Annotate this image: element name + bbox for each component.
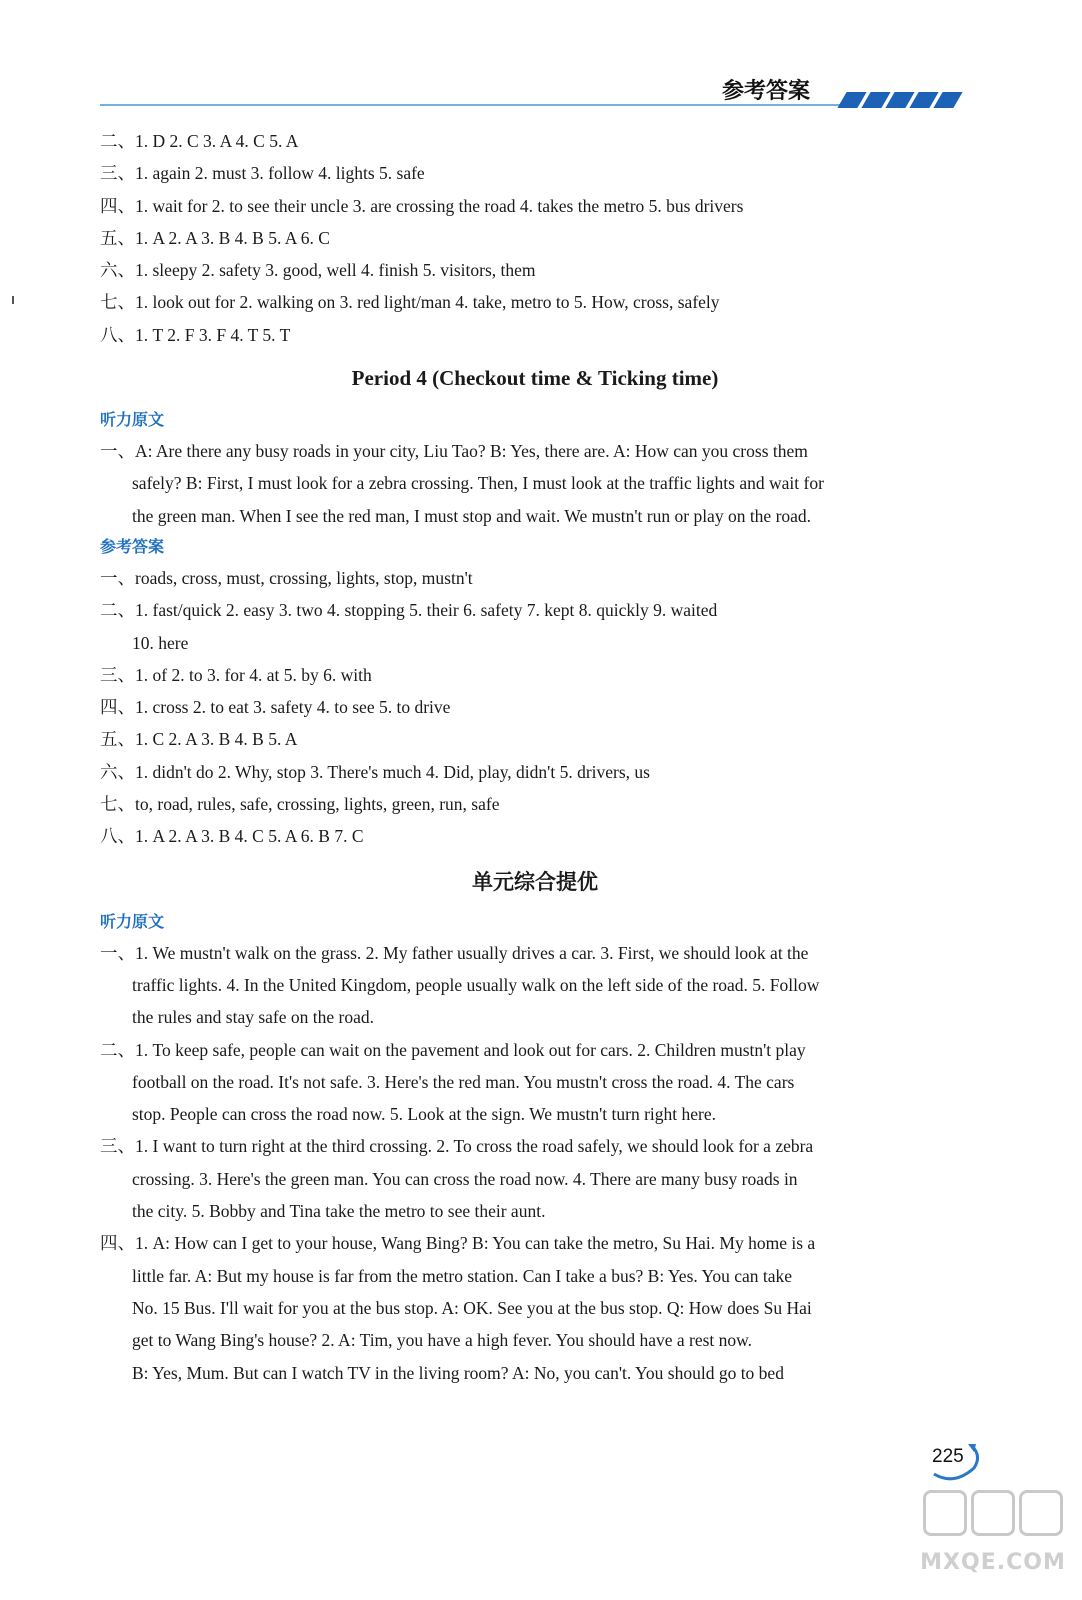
- unit-review-listening-text: [100, 937, 970, 1389]
- text-line: the rules and stay safe on the road.: [132, 1007, 375, 1028]
- period4-listening-text: [100, 435, 970, 532]
- text-line: 六、1. sleepy 2. safety 3. good, well 4. finish 5. visitors, them: [100, 260, 536, 281]
- header-decoration: [842, 92, 972, 112]
- header-rule: [100, 104, 840, 106]
- text-line: No. 15 Bus. I'll wait for you at the bus stop. A: OK. See you at the bus stop. Q: How does Su Hai: [132, 1297, 812, 1318]
- text-line: 四、1. cross 2. to eat 3. safety 4. to see 5. to drive: [100, 697, 451, 718]
- text-line: 八、1. T 2. F 3. F 4. T 5. T: [100, 324, 291, 345]
- text-line: 一、A: Are there any busy roads in your city, Liu Tao? B: Yes, there are. A: How can you cross them: [100, 441, 808, 462]
- page-number-text: 225: [932, 1446, 964, 1467]
- unit-review-title: 单元综合提优: [472, 869, 598, 894]
- text-line: traffic lights. 4. In the United Kingdom, people usually walk on the left side of the road. 5. Follow: [132, 974, 820, 995]
- text-line: 四、1. wait for 2. to see their uncle 3. are crossing the road 4. takes the metro 5. bus drivers: [100, 195, 744, 216]
- text-line: 10. here: [132, 632, 189, 653]
- page-number: [928, 1440, 980, 1480]
- text-line: 三、1. again 2. must 3. follow 4. lights 5. safe: [100, 163, 425, 184]
- text-line: 四、1. A: How can I get to your house, Wang Bing? B: You can take the metro, Su Hai. My home is a: [100, 1233, 816, 1254]
- period4-listening-heading: 听力原文: [100, 410, 165, 430]
- text-line: the city. 5. Bobby and Tina take the metro to see their aunt.: [132, 1201, 546, 1222]
- text-line: get to Wang Bing's house? 2. A: Tim, you have a high fever. You should have a rest now.: [132, 1330, 753, 1351]
- watermark: [918, 1490, 1068, 1590]
- unit-review-listening-heading: 听力原文: [100, 911, 165, 931]
- text-line: football on the road. It's not safe. 3. Here's the red man. You mustn't cross the road. 4. The cars: [132, 1071, 795, 1092]
- period4-answers-heading: 参考答案: [100, 536, 165, 556]
- page-content: [100, 125, 970, 1389]
- text-line: 五、1. A 2. A 3. B 4. B 5. A 6. C: [100, 227, 330, 248]
- text-line: crossing. 3. Here's the green man. You can cross the road now. 4. There are many busy roads in: [132, 1168, 798, 1189]
- text-line: 七、1. look out for 2. walking on 3. red light/man 4. take, metro to 5. How, cross, safely: [100, 292, 720, 313]
- text-line: 一、roads, cross, must, crossing, lights, stop, mustn't: [100, 567, 473, 588]
- period4-answers: [100, 562, 970, 853]
- header-title: 参考答案: [722, 79, 811, 104]
- text-line: little far. A: But my house is far from the metro station. Can I take a bus? B: Yes. You can take: [132, 1265, 793, 1286]
- text-line: 三、1. of 2. to 3. for 4. at 5. by 6. with: [100, 664, 372, 685]
- text-line: safely? B: First, I must look for a zebra crossing. Then, I must look at the traffic lights and wait for: [132, 473, 824, 494]
- text-line: stop. People can cross the road now. 5. Look at the sign. We mustn't turn right here.: [132, 1104, 716, 1125]
- text-line: 二、1. D 2. C 3. A 4. C 5. A: [100, 131, 299, 151]
- period3-answers: [100, 125, 970, 351]
- text-line: 二、1. fast/quick 2. easy 3. two 4. stopping 5. their 6. safety 7. kept 8. quickly 9. waited: [100, 600, 718, 621]
- text-line: the green man. When I see the red man, I must stop and wait. We mustn't run or play on the road.: [132, 505, 812, 526]
- watermark-text: MXQE.COM: [920, 1550, 1066, 1575]
- watermark-logo-icon: [918, 1490, 1068, 1550]
- text-line: 二、1. To keep safe, people can wait on the pavement and look out for cars. 2. Children mustn't play: [100, 1039, 806, 1060]
- text-line: 六、1. didn't do 2. Why, stop 3. There's much 4. Did, play, didn't 5. drivers, us: [100, 761, 650, 782]
- margin-mark: [12, 296, 14, 304]
- period4-title: Period 4 (Checkout time & Ticking time): [351, 366, 719, 391]
- text-line: 八、1. A 2. A 3. B 4. C 5. A 6. B 7. C: [100, 826, 364, 847]
- text-line: B: Yes, Mum. But can I watch TV in the living room? A: No, you can't. You should go to bed: [132, 1362, 784, 1383]
- text-line: 五、1. C 2. A 3. B 4. B 5. A: [100, 729, 298, 750]
- text-line: 一、1. We mustn't walk on the grass. 2. My father usually drives a car. 3. First, we should look at the: [100, 942, 809, 963]
- text-line: 三、1. I want to turn right at the third crossing. 2. To cross the road safely, we should look for a zebra: [100, 1136, 814, 1157]
- text-line: 七、to, road, rules, safe, crossing, lights, green, run, safe: [100, 794, 500, 815]
